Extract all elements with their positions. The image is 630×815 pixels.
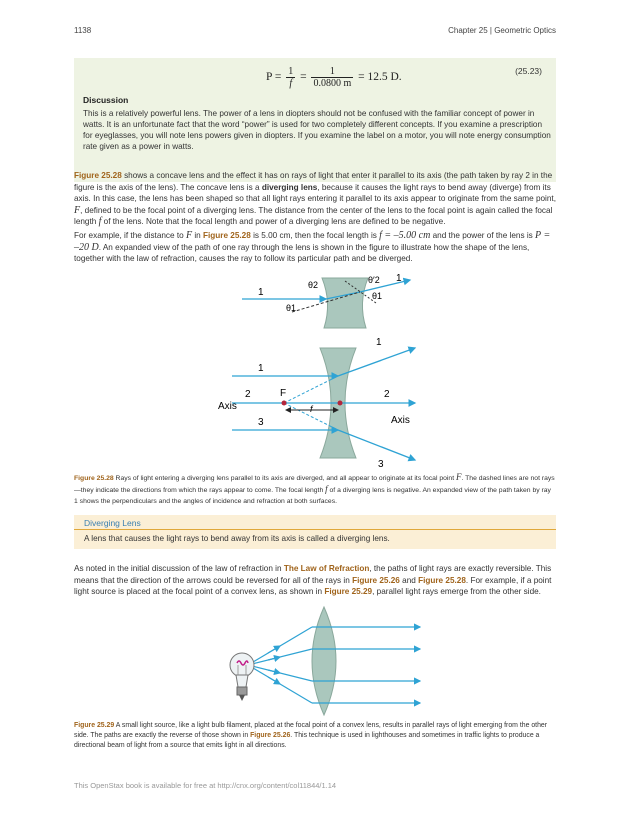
math-power: P = –20 D bbox=[74, 230, 551, 253]
text-span: . For example, if a point light source is placed at the focal point of a convex lens, as shown in bbox=[74, 575, 552, 596]
figure-link[interactable]: Figure 25.28 bbox=[418, 575, 466, 585]
label-axis-left: Axis bbox=[218, 401, 237, 412]
label-F: F bbox=[280, 388, 287, 399]
definition-box bbox=[74, 515, 556, 549]
text-span: . The dashed lines are not rays—they indicate the directions from which the rays appear to come. The focal length bbox=[74, 475, 555, 494]
definition-body: A lens that causes the light rays to bend away from its axis is called a diverging lens. bbox=[84, 534, 390, 543]
label-r2-left: 2 bbox=[245, 389, 251, 400]
math-f: f bbox=[98, 216, 102, 227]
text-span: and bbox=[399, 575, 419, 585]
label-axis-right: Axis bbox=[391, 415, 410, 426]
page-number: 1138 bbox=[74, 26, 92, 35]
arrow-bottom-in bbox=[268, 677, 280, 684]
math-F: F bbox=[455, 472, 462, 482]
text-span: in bbox=[192, 231, 203, 240]
definition-divider bbox=[74, 529, 556, 530]
convex-lens bbox=[312, 607, 336, 715]
math-f: f bbox=[325, 484, 328, 494]
frac2-num: 1 bbox=[311, 66, 353, 78]
math-focal-length: f = –5.00 cm bbox=[379, 230, 431, 241]
text-span: As noted in the initial discussion of the law of refraction in bbox=[74, 564, 284, 573]
text-span: of the lens. Note that the focal length and power of a diverging lens are defined to be negative. bbox=[101, 217, 446, 226]
frac-1-over-distance bbox=[311, 66, 353, 89]
math-F: F bbox=[74, 204, 81, 216]
equation-25-23: P = $\frac{1}{f}$ = $\frac{1}{0.0800 m}$ = 12.5 D. bbox=[266, 66, 402, 89]
arrow-upper-in bbox=[268, 657, 280, 660]
label-theta2-prime: θ′2 bbox=[368, 275, 380, 285]
math-F: F bbox=[185, 230, 193, 241]
text-span: , parallel light rays emerge from the other side. bbox=[372, 587, 541, 596]
arrow-top-in bbox=[268, 646, 280, 653]
arrow-lower-in bbox=[268, 670, 280, 673]
discussion-text: This is a relatively powerful lens. The power of a lens in diopters should not be confused with the familiar concept of power in watts. It is an unfortunate fact that the word “power” is used for two completely different concepts. If you examine a prescription for eyeglasses, you will note lens powers given in diopters. If you examine the label on a motor, you will note energy consumption rate given as a power in watts. bbox=[83, 109, 551, 151]
caption-label: Figure 25.28 bbox=[74, 475, 114, 482]
text-span: is 5.00 cm, then the focal length is bbox=[250, 231, 380, 240]
text-span: , defined to be the focal point of a diverging lens. The distance from the center of the lens to the focal point is again called the focal length bbox=[74, 205, 553, 226]
chapter-title: Chapter 25 | Geometric Optics bbox=[448, 26, 556, 35]
figure-link[interactable]: Figure 25.29 bbox=[324, 587, 373, 596]
text-span: A small light source, like a light bulb filament, placed at the focal point of a convex lens, results in parallel rays of light emerging from the other side. The paths are exactly the reverse of those shown in bbox=[74, 722, 548, 739]
footer-note: This OpenStax book is available for free at http://cnx.org/content/col11844/1.14 bbox=[74, 781, 337, 790]
frac1-num: 1 bbox=[288, 66, 294, 77]
text-span: Rays of light entering a diverging lens parallel to its axis are diverged, and all appear to originate at its focal point bbox=[113, 475, 456, 482]
label-theta2: θ2 bbox=[308, 280, 319, 290]
figure-link[interactable]: Figure 25.26 bbox=[250, 732, 291, 739]
section-link[interactable]: The Law of Refraction bbox=[283, 564, 370, 573]
label-r1-right: 1 bbox=[376, 337, 382, 348]
paragraph-diverging-lens bbox=[74, 170, 556, 228]
label-r1-left: 1 bbox=[258, 363, 264, 374]
discussion-heading: Discussion bbox=[83, 95, 129, 105]
figure-link[interactable]: Figure 25.28 bbox=[74, 171, 122, 180]
label-r3-right: 3 bbox=[378, 459, 384, 470]
figure-link[interactable]: Figure 25.26 bbox=[352, 575, 400, 585]
equation-box bbox=[74, 58, 556, 182]
text-span: For example, if the distance to bbox=[74, 231, 186, 240]
label-ray1-right: 1 bbox=[396, 273, 402, 284]
label-theta1: θ1 bbox=[286, 303, 297, 313]
figure-25-29-caption bbox=[74, 721, 556, 751]
eq-lhs: P = bbox=[266, 71, 282, 84]
frac2-den: 0.0800 m bbox=[313, 78, 352, 89]
label-r2-right: 2 bbox=[384, 389, 390, 400]
focal-point-dot bbox=[282, 401, 287, 406]
light-bulb-icon bbox=[230, 653, 254, 701]
eq-rhs: = 12.5 D. bbox=[358, 71, 402, 84]
definition-title: Diverging Lens bbox=[84, 518, 141, 528]
text-span: . This technique is used in lighthouses and sometimes in traffic lights to produce a directional beam of light from a source that emits light in all directions. bbox=[74, 732, 540, 749]
figure-25-29-diagram bbox=[228, 605, 428, 717]
text-span: shows a concave lens and the effect it has on rays of light that enter it parallel to its axis (the path taken by ray 2 in the figure is the axis of the lens). The concave lens is a bbox=[74, 171, 553, 192]
bold-term: diverging lens bbox=[261, 182, 318, 192]
label-ray1-left: 1 bbox=[258, 287, 264, 298]
frac-1-over-f bbox=[286, 66, 295, 89]
label-theta1-right: θ1 bbox=[372, 291, 383, 301]
figure-25-28-caption bbox=[74, 472, 556, 507]
paragraph-example bbox=[74, 230, 556, 265]
lens-center-dot bbox=[338, 401, 343, 406]
label-r3-left: 3 bbox=[258, 417, 264, 428]
figure-25-28-diagram bbox=[200, 268, 440, 473]
equation-number: (25.23) bbox=[515, 66, 542, 76]
paragraph-reversible bbox=[74, 563, 556, 598]
text-span: , because it causes the light rays to bend away (diverge) from its axis. In this case, the lens has been shaped so that all light rays entering it parallel to its axis appear to originate from the same point, bbox=[74, 182, 556, 203]
frac1-den: f bbox=[289, 78, 293, 89]
text-span: and the power of the lens is bbox=[430, 231, 536, 240]
lens-expanded bbox=[322, 278, 368, 328]
caption-label: Figure 25.29 bbox=[74, 722, 115, 729]
text-span: . An expanded view of the path of one ray through the lens is shown in the figure to illustrate how the shape of the lens, together with the law of refraction, causes the ray to follow its particular path and be diverged. bbox=[74, 242, 530, 263]
label-f: f bbox=[310, 404, 313, 414]
text-span: , the paths of light rays are exactly reversible. This means that the direction of the arrows could be reversed for all of the rays in bbox=[74, 564, 552, 585]
figure-link[interactable]: Figure 25.28 bbox=[203, 231, 251, 240]
text-span: of a diverging lens is negative. An expanded view of the path taken by ray 1 shows the perpendiculars and the angles of incidence and refraction at both surfaces. bbox=[74, 487, 551, 505]
